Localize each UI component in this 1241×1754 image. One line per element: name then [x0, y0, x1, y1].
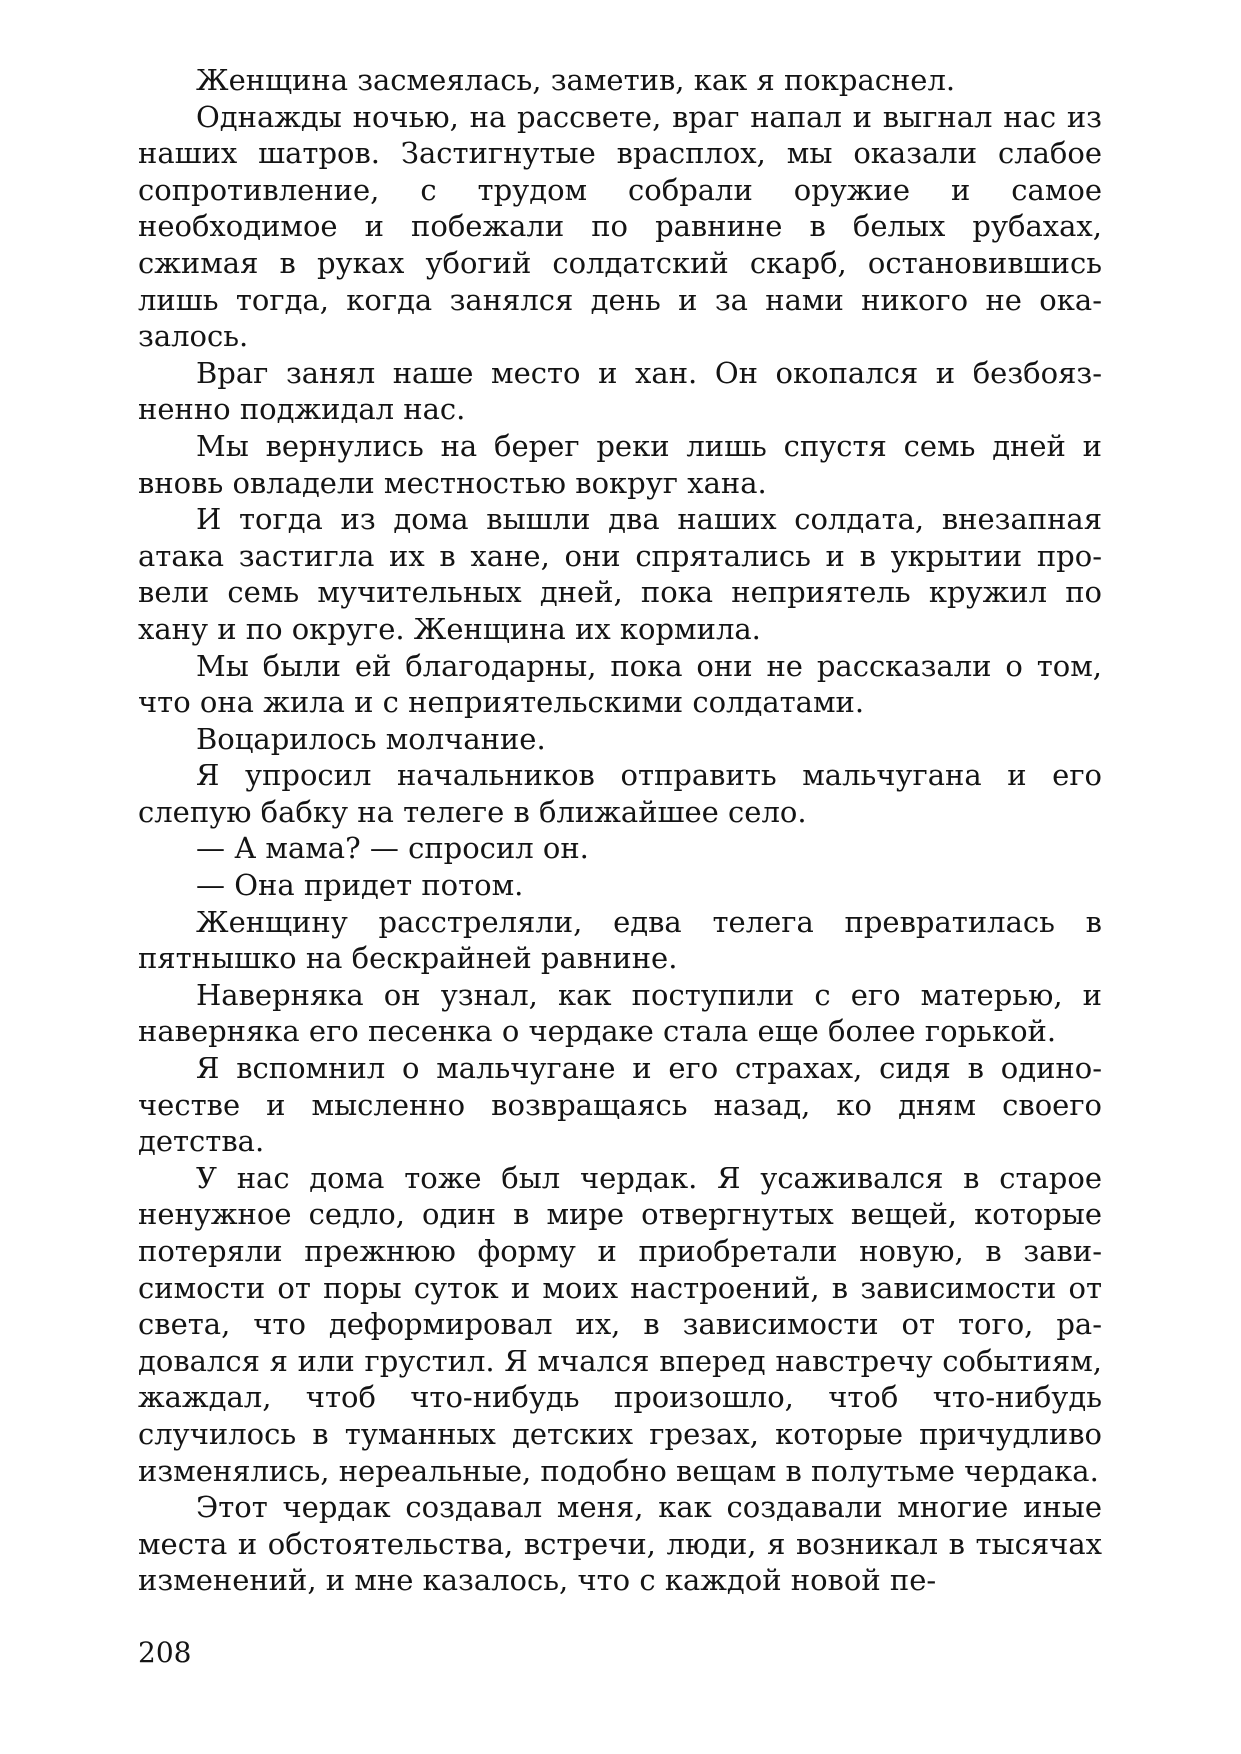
paragraph-12: Наверняка он узнал, как поступили с его матерью, и наверняка его песенка о чердаке стала еще более горькой. [138, 977, 1102, 1049]
paragraph-13: Я вспомнил о мальчугане и его страхах, сидя в одиночестве и мысленно возвращаясь назад, ко дням своего детства. [138, 1051, 1102, 1159]
dialogue-line-1: — А мама? — спросил он. [196, 831, 589, 866]
paragraph-15: Этот чердак создавал меня, как создавали многие иные места и обстоятельства, встречи, люди, я возникал в тысячах изменений, и мне казалось, что с каждой новой пе- [138, 1490, 1102, 1598]
paragraph-4: Мы вернулись на берег реки лишь спустя семь дней и вновь овладели местностью вокруг хана. [138, 428, 1102, 500]
paragraph-1: Женщина засмеялась, заметив, как я покраснел. [196, 63, 956, 97]
paragraph-2: Однажды ночью, на рассвете, враг напал и выгнал нас из наших шатров. Застигнутые врасплох, мы оказали слабое сопротивление, с трудом собрали оружие и самое необходимое и побежали по равнине в белых рубахах, сжимая в руках убогий солдатский скарб, остановившись лишь тогда, когда занялся день и за нами никого не оказалось. [138, 99, 1102, 354]
paragraph-14: У нас дома тоже был чердак. Я усаживался в старое ненужное седло, один в мире отвергнутых вещей, которые потеряли прежнюю форму и приобретали новую, в зависимости от поры суток и моих настроений, в зависимости от света, что деформировал их, в зависимости от того, радовался я или грустил. Я мчался вперед навстречу событиям, жаждал, чтоб что-нибудь произошло, чтоб что-нибудь случилось в туманных детских грезах, которые причудливо изменялись, нереальные, подобно вещам в полутьме чердака. [138, 1160, 1102, 1488]
body-text [138, 62, 1102, 1599]
dialogue-line-2: — Она придет потом. [196, 868, 524, 903]
paragraph-11: Женщину расстреляли, едва телега превратилась в пятнышко на бескрайней равнине. [138, 904, 1102, 976]
paragraph-7: Воцарилось молчание. [196, 721, 546, 756]
paragraph-5: И тогда из дома вышли два наших солдата, внезапная атака застигла их в хане, они спрятались и в укрытии провели семь мучительных дней, пока неприятель кружил по хану и по округе. Женщина их кормила. [138, 502, 1102, 646]
paragraph-8: Я упросил начальников отправить мальчугана и его слепую бабку на телеге в ближайшее село. [138, 758, 1102, 829]
paragraph-3: Враг занял наше место и хан. Он окопался и безбоязненно поджидал нас. [138, 355, 1102, 427]
paragraph-6: Мы были ей благодарны, пока они не рассказали о том, что она жила и с неприятельскими солдатами. [138, 648, 1102, 720]
page-number: 208 [138, 1636, 192, 1669]
